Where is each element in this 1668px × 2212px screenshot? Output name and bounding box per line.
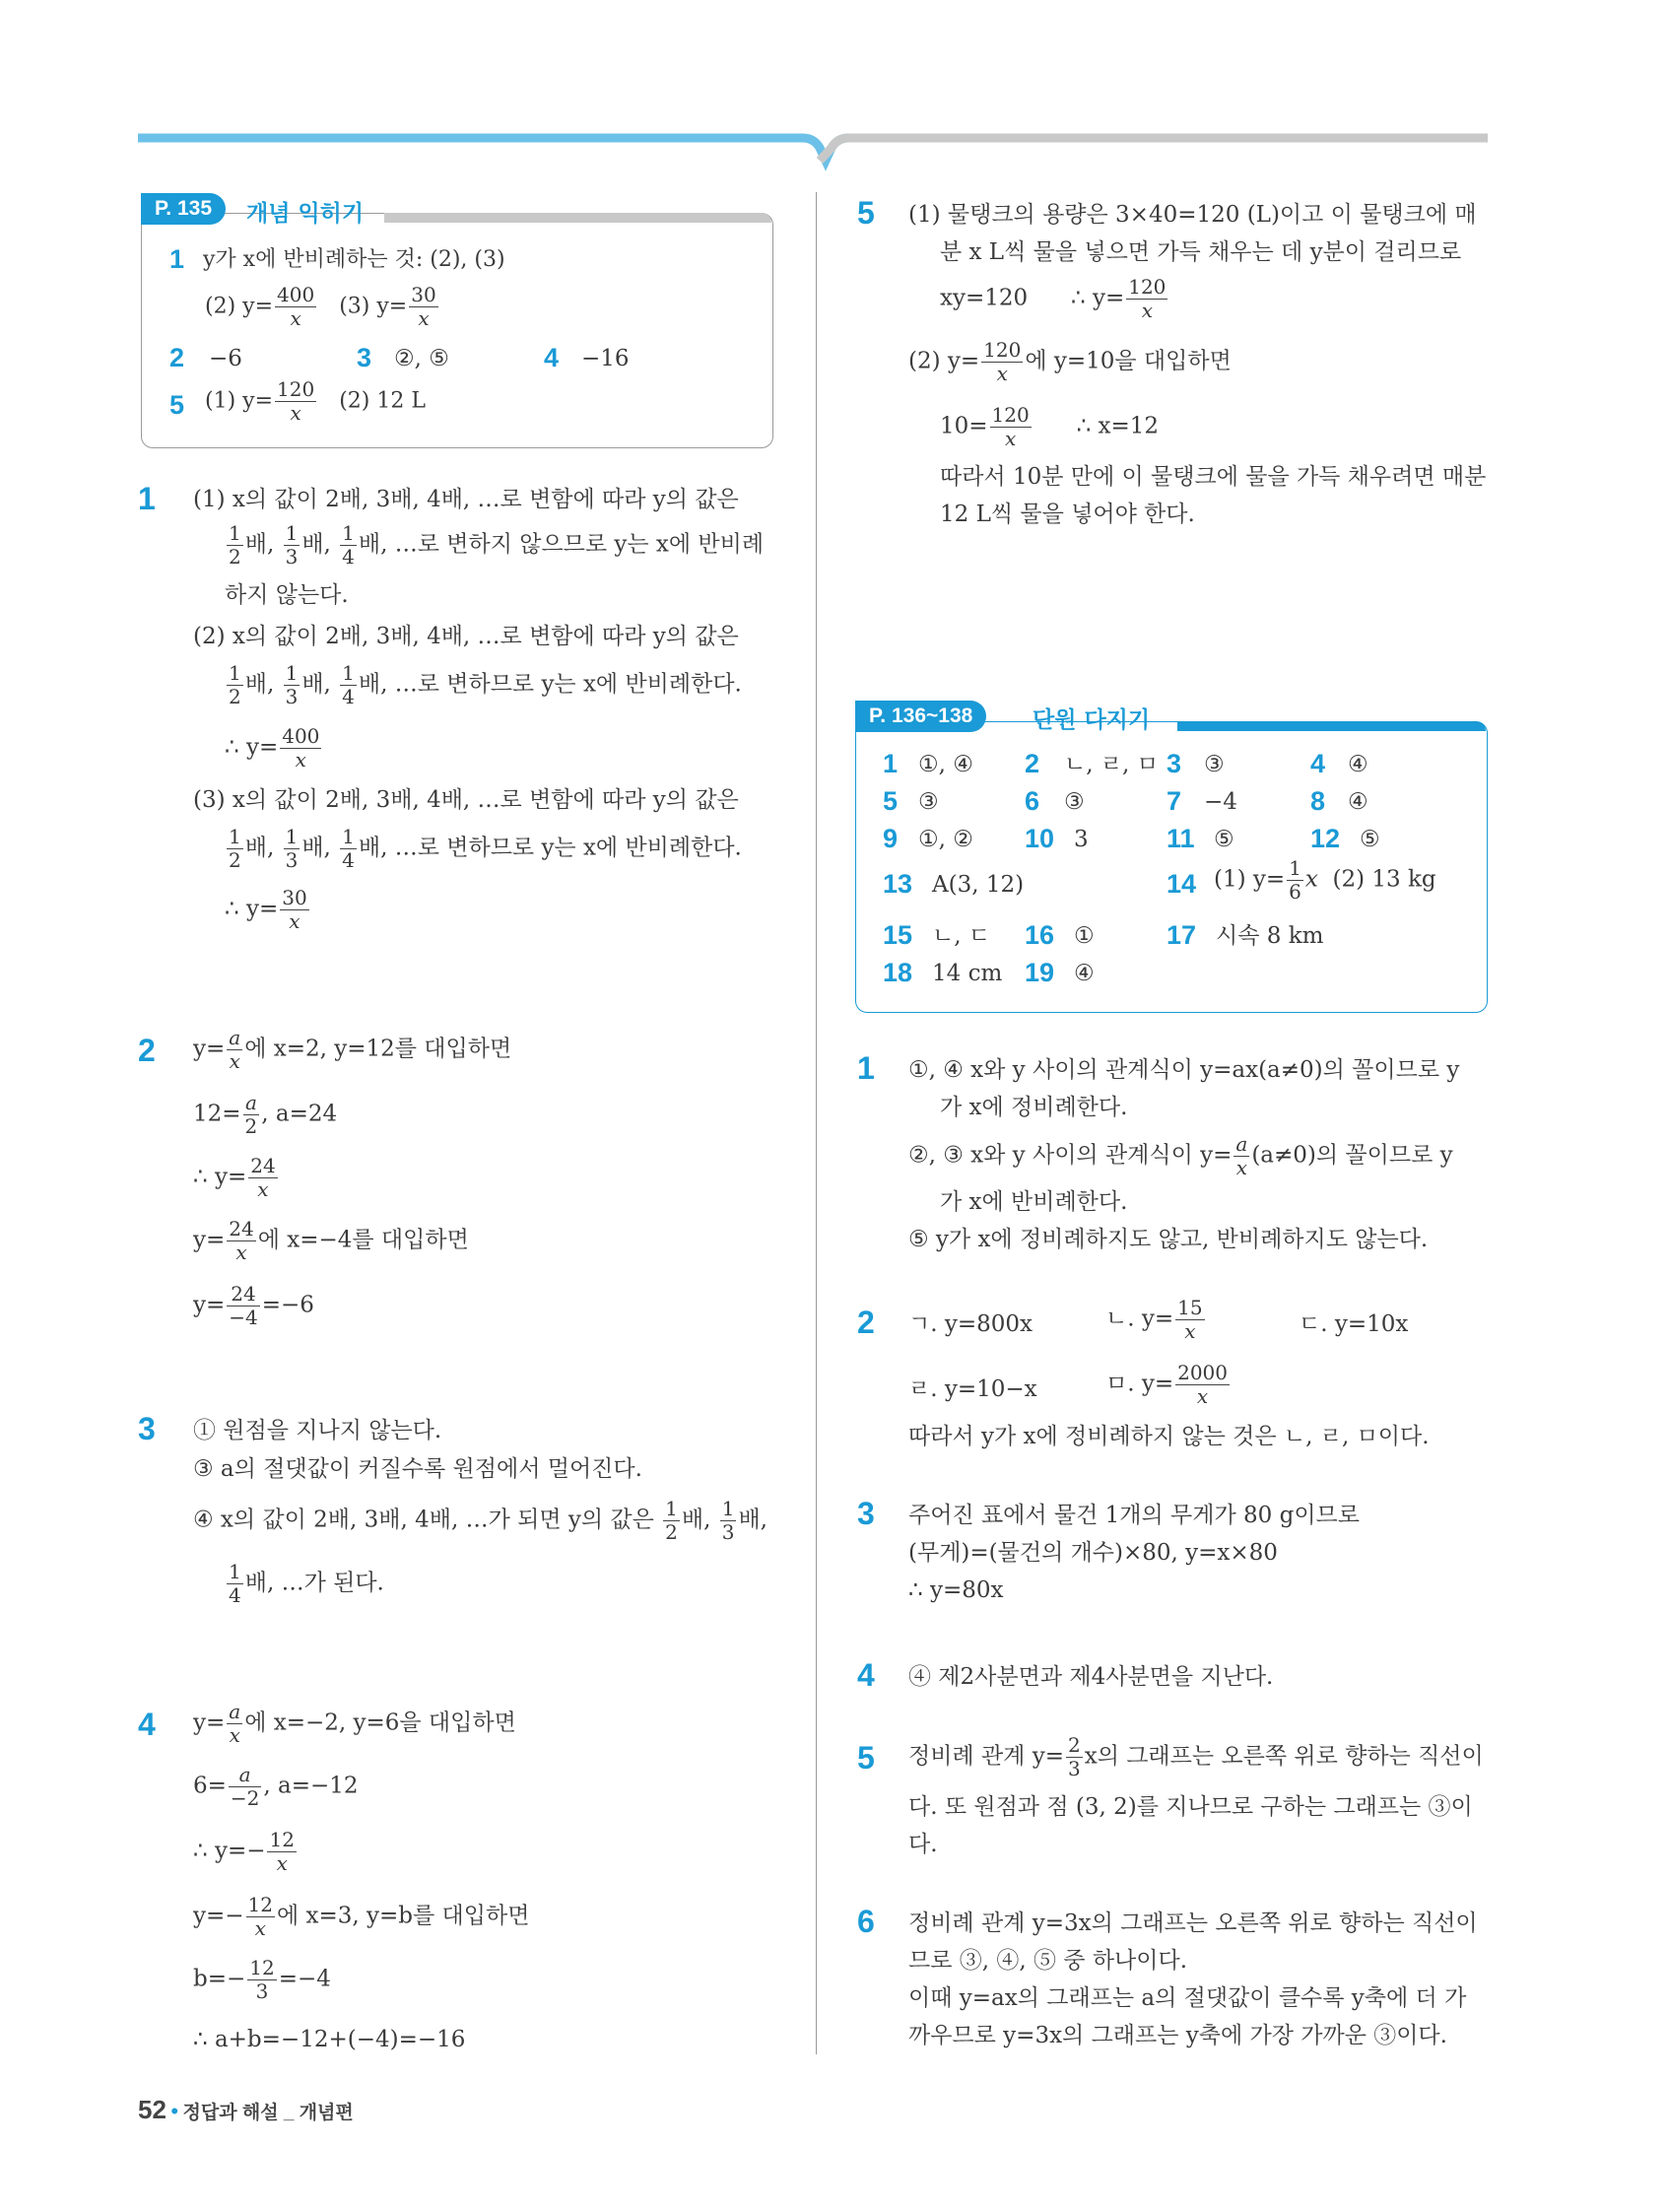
ans-value: ㄴ, ㄹ, ㅁ [1064,752,1159,777]
left-sol1-line9: ∴ y= $\frac{30}{x}$ [225,886,307,933]
left-sol1-line6: ∴ y= $\frac{400}{x}$ [225,724,320,771]
left-sol3-line3: ④ x의 값이 2배, 3배, 4배, …가 되면 y의 값은 $\frac{1}{2}$ 배, $\frac{1}{3}$ 배, [193,1497,767,1544]
right-sol5-line6: 따라서 10분 만에 이 물탱크에 물을 가득 채우려면 매분 [940,464,1487,490]
ans-value: 14 cm [932,961,1003,986]
ans-num: 1 [883,749,899,778]
right-q5-line2: 다. 또 원점과 점 (3, 2)를 지나므로 구하는 그래프는 ③이 [908,1794,1473,1820]
box1-q3-number: 3 [357,343,372,372]
left-sol1-line5: $\frac{1}{2}$ 배, $\frac{1}{3}$ 배, $\frac{1}{4}$ 배, …로 변하므로 y는 x에 반비례한다. [229,661,742,708]
box1-q4-answer: −16 [581,346,630,371]
left-sol3-line2: ③ a의 절댓값이 커질수록 원점에서 멀어진다. [193,1456,642,1482]
right-sol5-line3: xy=120 ∴ y= $\frac{120}{x}$ [940,275,1167,322]
unit-review-box-top-bar [1177,721,1486,731]
right-q2-b: ㄴ. y= $\frac{15}{x}$ [1105,1296,1203,1343]
ans-value: ③ [1064,789,1085,815]
ans-value: ⑤ [1360,827,1380,852]
ans-num: 17 [1167,920,1197,950]
left-sol1-line7: (3) x의 값이 2배, 3배, 4배, …로 변함에 따라 y의 값은 [193,787,739,813]
ans-num: 16 [1025,920,1055,950]
ans-value: −4 [1204,789,1237,815]
right-q5-line3: 다. [908,1832,938,1857]
left-sol4-line5: b=− $\frac{12}{3}$ =−4 [193,1956,331,2003]
ans-value: ①, ② [918,827,973,852]
right-q5-number: 5 [857,1740,875,1776]
right-q1-line5: ⑤ y가 x에 정비례하지도 않고, 반비례하지도 않는다. [908,1227,1429,1252]
unit-review-tag: P. 136~138 [855,701,986,732]
box1-q1-text: y가 x에 반비례하는 것: (2), (3) [203,247,505,272]
right-q3-line1: 주어진 표에서 물건 1개의 무게가 80 g이므로 [908,1503,1360,1528]
right-q6-number: 6 [857,1904,875,1939]
ans-num: 18 [883,958,913,987]
right-q2-d: ㄹ. y=10−x [908,1376,1037,1402]
right-q2-c: ㄷ. y=10x [1299,1311,1409,1337]
box1-q2-answer: −6 [209,346,242,371]
ans-value: ① [1074,923,1095,949]
ans-value: ⑤ [1214,827,1234,852]
page-number: 52 [138,2095,167,2124]
right-sol5-line2: 분 x L씩 물을 넣으면 가득 채우는 데 y분이 걸리므로 [940,239,1462,265]
ans-num: 11 [1167,824,1195,853]
box1-q2-number: 2 [169,343,185,372]
right-q2-a: ㄱ. y=800x [908,1311,1033,1337]
ans-num: 7 [1167,786,1182,816]
right-q6-line3: 이때 y=ax의 그래프는 a의 절댓값이 클수록 y축에 더 가 [908,1985,1467,2011]
box1-q5-number: 5 [169,390,185,420]
right-q2-number: 2 [857,1305,875,1340]
right-q1-number: 1 [857,1050,875,1086]
right-sol5-line1: (1) 물탱크의 용량은 3×40=120 (L)이고 이 물탱크에 매 [908,202,1477,228]
ans-value: ④ [1348,789,1368,815]
left-sol4-number: 4 [138,1707,156,1742]
right-q3-number: 3 [857,1496,875,1531]
right-q1-line2: 가 x에 정비례한다. [940,1095,1128,1120]
concept-box-top-bar [384,213,771,223]
left-sol4-line1: y= $\frac{a}{x}$ 에 x=−2, y=6을 대입하면 [193,1700,516,1747]
ans-num: 6 [1025,786,1040,816]
right-q3-line2: (무게)=(물건의 개수)×80, y=x×80 [908,1540,1278,1566]
footer-dot: • [170,2099,179,2123]
right-q1-line1: ①, ④ x와 y 사이의 관계식이 y=ax(a≠0)의 꼴이므로 y [908,1057,1460,1083]
ans-num: 5 [883,786,899,816]
right-sol5-line4: (2) y= $\frac{120}{x}$ 에 y=10을 대입하면 [908,338,1232,385]
ans-value: 시속 8 km [1216,923,1324,949]
left-sol2-line2: 12= $\frac{a}{2}$ , a=24 [193,1091,338,1138]
left-sol2-line5: y= $\frac{24}{-4}$ =−6 [193,1282,314,1329]
right-q4-line1: ④ 제2사분면과 제4사분면을 지난다. [908,1664,1274,1690]
left-sol4-line3: ∴ y=− $\frac{12}{x}$ [193,1828,295,1875]
ans-num: 2 [1025,749,1040,778]
right-q6-line1: 정비례 관계 y=3x의 그래프는 오른쪽 위로 향하는 직선이 [908,1910,1478,1936]
ans-num: 4 [1310,749,1326,778]
left-sol1-line3: 하지 않는다. [225,582,349,608]
ans-num: 9 [883,824,899,853]
left-sol1-number: 1 [138,481,156,516]
left-sol1-line4: (2) x의 값이 2배, 3배, 4배, …로 변함에 따라 y의 값은 [193,624,739,649]
header-band [0,0,1668,177]
left-sol1-line2: $\frac{1}{2}$ 배, $\frac{1}{3}$ 배, $\frac{1}{4}$ 배, …로 변하지 않으므로 y는 x에 반비례 [229,521,765,569]
right-sol5-line5: 10= $\frac{120}{x}$ ∴ x=12 [940,403,1160,450]
right-q1-line4: 가 x에 반비례한다. [940,1189,1128,1215]
ans-value: A(3, 12) [932,872,1025,898]
right-q6-line4: 까우므로 y=3x의 그래프는 y축에 가장 가까운 ③이다. [908,2023,1447,2048]
left-sol4-line4: y=− $\frac{12}{x}$ 에 x=3, y=b를 대입하면 [193,1893,530,1940]
left-sol3-number: 3 [138,1411,156,1446]
right-q4-number: 4 [857,1657,875,1693]
ans-value: ③ [918,789,939,815]
right-sol5-number: 5 [857,195,875,231]
left-sol2-line4: y= $\frac{24}{x}$ 에 x=−4를 대입하면 [193,1217,469,1264]
left-sol3-line4: $\frac{1}{4}$ 배, …가 된다. [229,1560,384,1607]
concept-box-title: 개념 익히기 [246,201,365,227]
box1-q1-number: 1 [169,244,185,274]
unit-review-title: 단원 다지기 [1033,707,1151,733]
ans-num: 10 [1025,824,1055,853]
left-sol2-number: 2 [138,1033,156,1068]
ans-value: ④ [1348,752,1368,777]
left-sol1-line1: (1) x의 값이 2배, 3배, 4배, …로 변함에 따라 y의 값은 [193,487,739,512]
right-q2-line3: 따라서 y가 x에 정비례하지 않는 것은 ㄴ, ㄹ, ㅁ이다. [908,1424,1430,1449]
box1-q5-answer: (1) y= $\frac{120}{x}$ (2) 12 L [205,377,426,425]
left-sol2-line1: y= $\frac{a}{x}$ 에 x=2, y=12를 대입하면 [193,1026,512,1073]
box1-q4-number: 4 [544,343,560,372]
footer-text: 정답과 해설 _ 개념편 [182,2103,354,2123]
column-divider [816,192,817,2054]
left-sol2-line3: ∴ y= $\frac{24}{x}$ [193,1154,276,1201]
ans-value: ③ [1204,752,1225,777]
box1-q1-sub: (2) y= $\frac{400}{x}$ (3) y= $\frac{30}{x}$ [205,283,436,330]
ans-num: 14 [1167,869,1197,899]
ans-num: 13 [883,869,913,899]
left-sol4-line2: 6= $\frac{a}{-2}$ , a=−12 [193,1763,359,1810]
footer [138,2095,354,2125]
ans-num: 8 [1310,786,1326,816]
ans-num: 3 [1167,749,1182,778]
box1-q3-answer: ②, ⑤ [394,346,449,371]
right-sol5-line7: 12 L씩 물을 넣어야 한다. [940,502,1195,527]
ans-value: ④ [1074,961,1095,986]
concept-box-tag: P. 135 [141,193,226,225]
ans-num: 12 [1310,824,1341,853]
right-q5-line1: 정비례 관계 y= $\frac{2}{3}$ x의 그래프는 오른쪽 위로 향하는 직선이 [908,1733,1484,1780]
right-q2-e: ㅁ. y= $\frac{2000}{x}$ [1105,1361,1229,1408]
ans-value: 3 [1074,827,1089,852]
ans-value: ①, ④ [918,752,973,777]
left-sol1-line8: $\frac{1}{2}$ 배, $\frac{1}{3}$ 배, $\frac{1}{4}$ 배, …로 변하므로 y는 x에 반비례한다. [229,825,742,872]
unit-review-answers [883,749,1474,1005]
right-q3-line3: ∴ y=80x [908,1577,1004,1603]
left-sol3-line1: ① 원점을 지나지 않는다. [193,1418,442,1443]
ans-num: 19 [1025,958,1055,987]
left-sol4-line6: ∴ a+b=−12+(−4)=−16 [193,2027,466,2052]
right-q6-line2: 므로 ③, ④, ⑤ 중 하나이다. [908,1948,1188,1974]
ans-value: (1) y= $\frac{1}{6}$ x (2) 13 kg [1214,856,1436,904]
ans-num: 15 [883,920,913,950]
right-q1-line3: ②, ③ x와 y 사이의 관계식이 y= $\frac{a}{x}$ (a≠0)의 꼴이므로 y [908,1132,1453,1179]
ans-value: ㄴ, ㄷ [932,923,991,949]
